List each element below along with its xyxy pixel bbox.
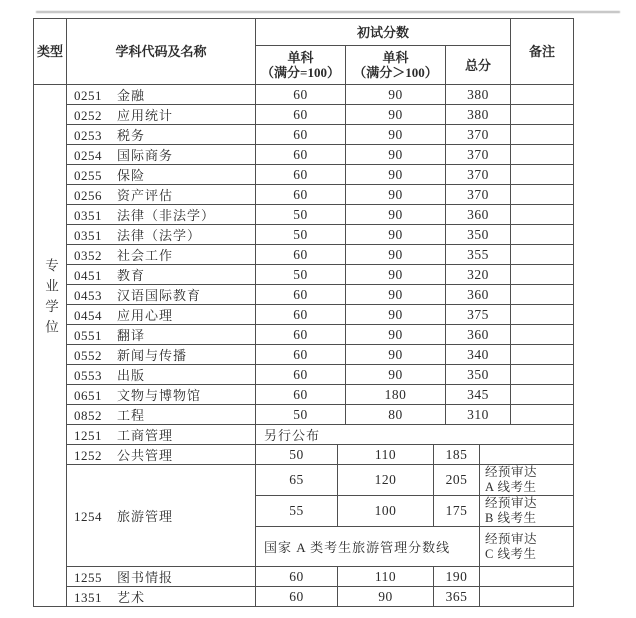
score2-cell: 90: [346, 305, 446, 325]
remark-cell: [511, 105, 574, 125]
subject-name: 旅游管理: [117, 509, 174, 524]
subject-name: 翻译: [117, 328, 146, 343]
score1-cell: 50: [256, 445, 338, 465]
subject-code: 0351: [74, 208, 102, 223]
subject-name: 保险: [117, 168, 146, 183]
subject-name: 工程: [117, 408, 146, 423]
subject-code: 0251: [74, 88, 102, 103]
score-table-container: [33, 18, 574, 607]
subject-cell: [67, 265, 256, 285]
total-cell: 355: [446, 245, 511, 265]
subject-code: 0256: [74, 188, 102, 203]
header-row-1: [34, 19, 574, 46]
col-header-single-gt100: [346, 46, 446, 85]
subject-cell: [67, 225, 256, 245]
subject-code: 0651: [74, 388, 102, 403]
remark-cell: [480, 587, 574, 607]
col-header-total: 总分: [446, 46, 511, 85]
subject-name: 文物与博物馆: [117, 388, 202, 403]
score2-cell: 90: [346, 225, 446, 245]
score2-cell: 120: [338, 465, 434, 496]
remark-cell: [511, 225, 574, 245]
total-cell: 360: [446, 325, 511, 345]
col-header-type: 类型: [34, 19, 67, 85]
score1-cell: 60: [256, 345, 346, 365]
table-row: [34, 105, 574, 125]
score2-cell: 90: [346, 205, 446, 225]
score2-cell: 90: [346, 285, 446, 305]
subject-cell: [67, 325, 256, 345]
subject-code: 1351: [74, 590, 102, 605]
table-row-art: [34, 587, 574, 607]
score1-cell: 60: [256, 587, 338, 607]
table-row: [34, 345, 574, 365]
score2-cell: 90: [346, 325, 446, 345]
remark-cell: [480, 527, 574, 567]
subject-code: 0852: [74, 408, 102, 423]
table-row: [34, 405, 574, 425]
score2-cell: 90: [346, 245, 446, 265]
table-row: [34, 225, 574, 245]
subject-cell: [67, 85, 256, 105]
subject-name: 应用统计: [117, 108, 174, 123]
subject-cell: [67, 165, 256, 185]
remark-cell: [480, 445, 574, 465]
score1-cell: 60: [256, 305, 346, 325]
score1-cell: 60: [256, 125, 346, 145]
remark-cell: [511, 185, 574, 205]
remark-line2: B 线考生: [485, 511, 537, 525]
total-cell: 380: [446, 85, 511, 105]
table-row: [34, 145, 574, 165]
table-row: [34, 185, 574, 205]
score2-cell: 90: [346, 185, 446, 205]
subject-name: 公共管理: [117, 448, 174, 463]
remark-cell: [511, 145, 574, 165]
subject-cell: [67, 587, 256, 607]
category-cell: [34, 85, 67, 607]
subject-cell: [67, 425, 256, 445]
subject-name: 国际商务: [117, 148, 174, 163]
subject-cell: [67, 205, 256, 225]
total-cell: 340: [446, 345, 511, 365]
score-table: [33, 18, 574, 607]
subject-code: 0553: [74, 368, 102, 383]
total-cell: 175: [434, 496, 480, 527]
subject-cell: [67, 445, 256, 465]
table-row-mpa: [34, 445, 574, 465]
remark-line1: 经预审达: [485, 465, 538, 479]
total-cell: 350: [446, 225, 511, 245]
single-gt100-line2: （满分＞100）: [353, 65, 438, 80]
subject-code: 0551: [74, 328, 102, 343]
subject-code: 1251: [74, 428, 102, 443]
remark-cell: [511, 365, 574, 385]
single-gt100-line1: 单科: [382, 50, 409, 65]
score2-cell: 90: [346, 345, 446, 365]
subject-code: 1252: [74, 448, 102, 463]
subject-name: 税务: [117, 128, 146, 143]
remark-cell: [480, 465, 574, 496]
score2-cell: 90: [346, 145, 446, 165]
subject-name: 社会工作: [117, 248, 174, 263]
subject-code: 0451: [74, 268, 102, 283]
subject-code: 0253: [74, 128, 102, 143]
remark-cell: [511, 205, 574, 225]
category-label: 专业学位: [43, 257, 58, 340]
subject-cell: [67, 125, 256, 145]
remark-line1: 经预审达: [485, 531, 538, 546]
score2-cell: 80: [346, 405, 446, 425]
subject-name: 汉语国际教育: [117, 288, 202, 303]
total-cell: 365: [434, 587, 480, 607]
total-cell: 310: [446, 405, 511, 425]
table-row: [34, 85, 574, 105]
score1-cell: 60: [256, 325, 346, 345]
remark-cell: [511, 385, 574, 405]
total-cell: 380: [446, 105, 511, 125]
remark-line2: C 线考生: [485, 546, 537, 561]
table-row: [34, 325, 574, 345]
remark-cell: [511, 85, 574, 105]
remark-cell: [511, 325, 574, 345]
single-100-line2: （满分=100）: [261, 65, 340, 80]
subject-name: 工商管理: [117, 428, 174, 443]
score2-cell: 90: [338, 587, 434, 607]
table-row: [34, 385, 574, 405]
remark-cell: [511, 405, 574, 425]
score2-cell: 90: [346, 165, 446, 185]
score2-cell: 180: [346, 385, 446, 405]
table-row: [34, 165, 574, 185]
score1-cell: 60: [256, 385, 346, 405]
page-top-rule: [36, 11, 620, 13]
subject-cell: [67, 405, 256, 425]
single-100-line1: 单科: [287, 50, 314, 65]
col-header-subject: 学科代码及名称: [67, 19, 256, 85]
score1-cell: 55: [256, 496, 338, 527]
table-row: [34, 245, 574, 265]
subject-cell: [67, 465, 256, 567]
remark-cell: [480, 567, 574, 587]
subject-cell: [67, 345, 256, 365]
subject-cell: [67, 365, 256, 385]
score1-cell: 50: [256, 205, 346, 225]
remark-cell: [511, 345, 574, 365]
announce-separately-cell: 另行公布: [256, 425, 574, 445]
total-cell: 185: [434, 445, 480, 465]
score1-cell: 60: [256, 245, 346, 265]
score1-cell: 50: [256, 405, 346, 425]
table-row-library: [34, 567, 574, 587]
total-cell: 370: [446, 125, 511, 145]
subject-name: 资产评估: [117, 188, 174, 203]
total-cell: 345: [446, 385, 511, 405]
table-row-tourism-a: [34, 465, 574, 496]
subject-cell: [67, 285, 256, 305]
subject-name: 金融: [117, 88, 146, 103]
remark-line2: A 线考生: [485, 480, 537, 494]
subject-code: 1255: [74, 570, 102, 585]
table-row: [34, 265, 574, 285]
remark-cell: [511, 245, 574, 265]
score2-cell: 90: [346, 105, 446, 125]
score2-cell: 90: [346, 125, 446, 145]
total-cell: 370: [446, 185, 511, 205]
national-line-note-cell: 国家 A 类考生旅游管理分数线: [256, 527, 480, 567]
total-cell: 370: [446, 145, 511, 165]
subject-cell: [67, 185, 256, 205]
subject-name: 应用心理: [117, 308, 174, 323]
table-row-mba: [34, 425, 574, 445]
score1-cell: 65: [256, 465, 338, 496]
total-cell: 360: [446, 285, 511, 305]
subject-name: 法律（法学）: [117, 228, 202, 243]
total-cell: 350: [446, 365, 511, 385]
table-row: [34, 365, 574, 385]
score2-cell: 90: [346, 365, 446, 385]
subject-code: 0552: [74, 348, 102, 363]
subject-cell: [67, 567, 256, 587]
remark-cell: [511, 265, 574, 285]
subject-name: 新闻与传播: [117, 348, 188, 363]
score2-cell: 90: [346, 85, 446, 105]
subject-code: 0351: [74, 228, 102, 243]
subject-cell: [67, 145, 256, 165]
col-header-remark: 备注: [511, 19, 574, 85]
subject-cell: [67, 305, 256, 325]
score1-cell: 60: [256, 285, 346, 305]
remark-cell: [480, 496, 574, 527]
score1-cell: 60: [256, 145, 346, 165]
total-cell: 370: [446, 165, 511, 185]
table-row: [34, 285, 574, 305]
subject-code: 0352: [74, 248, 102, 263]
subject-name: 艺术: [117, 590, 146, 605]
remark-cell: [511, 165, 574, 185]
subject-code: 0453: [74, 288, 102, 303]
total-cell: 190: [434, 567, 480, 587]
subject-name: 图书情报: [117, 570, 174, 585]
table-row: [34, 205, 574, 225]
score2-cell: 90: [346, 265, 446, 285]
table-row: [34, 125, 574, 145]
subject-name: 出版: [117, 368, 146, 383]
subject-name: 法律（非法学）: [117, 208, 216, 223]
score1-cell: 50: [256, 225, 346, 245]
col-header-single-100: [256, 46, 346, 85]
subject-code: 0252: [74, 108, 102, 123]
score1-cell: 60: [256, 85, 346, 105]
subject-code: 0255: [74, 168, 102, 183]
col-header-score-group: 初试分数: [256, 19, 511, 46]
remark-cell: [511, 125, 574, 145]
score1-cell: 60: [256, 567, 338, 587]
score1-cell: 60: [256, 165, 346, 185]
subject-cell: [67, 105, 256, 125]
score1-cell: 60: [256, 365, 346, 385]
subject-code: 1254: [74, 509, 102, 524]
score1-cell: 50: [256, 265, 346, 285]
total-cell: 375: [446, 305, 511, 325]
subject-cell: [67, 245, 256, 265]
total-cell: 205: [434, 465, 480, 496]
remark-cell: [511, 305, 574, 325]
table-row: [34, 305, 574, 325]
remark-line1: 经预审达: [485, 496, 538, 510]
score2-cell: 100: [338, 496, 434, 527]
score2-cell: 110: [338, 445, 434, 465]
total-cell: 360: [446, 205, 511, 225]
subject-code: 0254: [74, 148, 102, 163]
subject-code: 0454: [74, 308, 102, 323]
score2-cell: 110: [338, 567, 434, 587]
remark-cell: [511, 285, 574, 305]
total-cell: 320: [446, 265, 511, 285]
score1-cell: 60: [256, 105, 346, 125]
score1-cell: 60: [256, 185, 346, 205]
subject-name: 教育: [117, 268, 146, 283]
subject-cell: [67, 385, 256, 405]
